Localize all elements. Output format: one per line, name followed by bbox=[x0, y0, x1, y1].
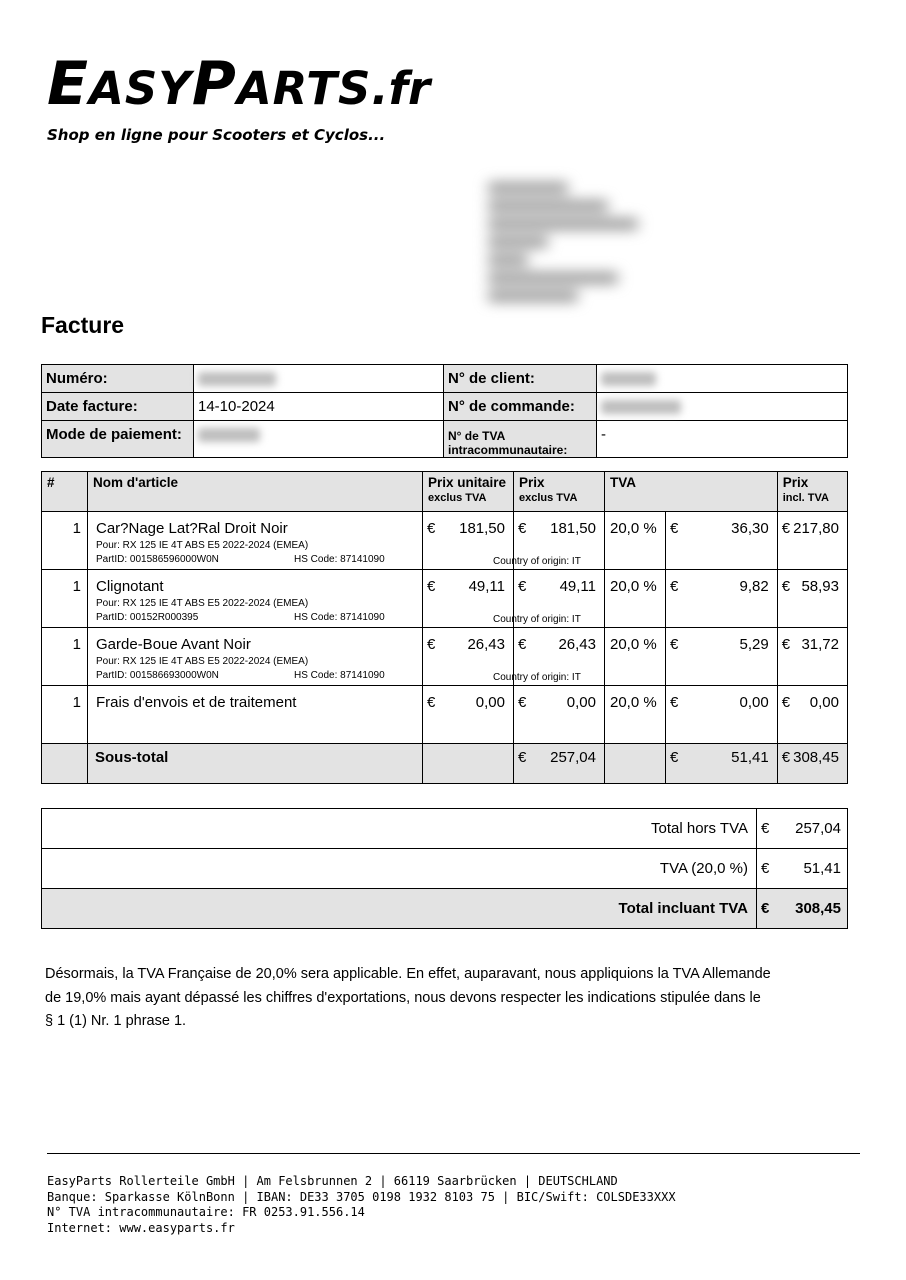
col-header-total bbox=[777, 472, 847, 512]
article-meta bbox=[96, 597, 417, 625]
article-name: Car?Nage Lat?Ral Droit Noir bbox=[96, 520, 288, 537]
item-vat-rate: 20,0 % bbox=[605, 628, 666, 686]
item-total bbox=[777, 570, 847, 628]
vat-note bbox=[45, 963, 835, 1034]
currency-symbol: € bbox=[670, 520, 679, 537]
currency-symbol: € bbox=[427, 520, 436, 537]
total-vat-label: TVA (20,0 %) bbox=[42, 849, 757, 889]
currency-symbol: € bbox=[518, 578, 527, 595]
page-title: Facture bbox=[41, 312, 125, 338]
item-total bbox=[777, 686, 847, 744]
item-price bbox=[493, 512, 605, 570]
subtotal-row bbox=[42, 744, 848, 784]
article-hs-code: HS Code: 87141090 bbox=[294, 554, 385, 565]
currency-symbol: € bbox=[670, 694, 679, 711]
company-footer bbox=[47, 1174, 676, 1236]
logo-letters: E bbox=[47, 49, 89, 119]
item-vat-amount bbox=[666, 570, 778, 628]
price-label: Prix bbox=[519, 475, 545, 490]
amount: 49,11 bbox=[559, 578, 596, 595]
amount: 26,43 bbox=[467, 636, 505, 653]
amount: 36,30 bbox=[731, 520, 769, 537]
amount: 257,04 bbox=[795, 820, 841, 837]
amount: 5,29 bbox=[739, 636, 769, 653]
commande-label: N° de commande: bbox=[444, 393, 597, 421]
footer-line: Internet: www.easyparts.fr bbox=[47, 1220, 235, 1235]
brand-tagline: Shop en ligne pour Scooters et Cyclos... bbox=[47, 126, 386, 144]
amount: 49,11 bbox=[468, 578, 505, 595]
items-table bbox=[41, 471, 848, 784]
item-qty: 1 bbox=[42, 512, 88, 570]
currency-symbol: € bbox=[427, 694, 436, 711]
article-fitment: Pour: RX 125 IE 4T ABS E5 2022-2024 (EMEA) bbox=[96, 656, 309, 667]
item-article bbox=[88, 570, 423, 628]
note-line: Désormais, la TVA Française de 20,0% sera applicable. En effet, auparavant, nous appliquions la TVA Allemande bbox=[45, 966, 771, 982]
item-unit-price bbox=[423, 686, 514, 744]
subtotal-label: Sous-total bbox=[88, 744, 423, 784]
col-header-num: # bbox=[42, 472, 88, 512]
currency-symbol: € bbox=[518, 520, 527, 537]
currency-symbol: € bbox=[518, 636, 527, 653]
article-name: Frais d'envois et de traitement bbox=[96, 694, 297, 711]
item-qty: 1 bbox=[42, 570, 88, 628]
item-vat-rate: 20,0 % bbox=[605, 512, 666, 570]
footer-line: Banque: Sparkasse KölnBonn | IBAN: DE33 3705 0198 1932 8103 75 | BIC/Swift: COLSDE33XXX bbox=[47, 1189, 676, 1204]
total-incl-value bbox=[757, 889, 848, 929]
currency-symbol: € bbox=[670, 636, 679, 653]
item-qty: 1 bbox=[42, 628, 88, 686]
amount: 257,04 bbox=[550, 749, 596, 766]
currency-symbol: € bbox=[670, 578, 679, 595]
redacted-value bbox=[601, 400, 681, 414]
article-origin: Country of origin: IT bbox=[493, 672, 581, 683]
subtotal-empty-cell bbox=[42, 744, 88, 784]
currency-symbol: € bbox=[761, 900, 770, 917]
currency-symbol: € bbox=[781, 694, 791, 711]
subtotal-empty-cell bbox=[423, 744, 514, 784]
currency-symbol: € bbox=[761, 820, 770, 837]
note-line: § 1 (1) Nr. 1 phrase 1. bbox=[45, 1013, 187, 1029]
item-article bbox=[88, 512, 423, 570]
paiement-label: Mode de paiement: bbox=[42, 421, 194, 458]
amount: 181,50 bbox=[550, 520, 596, 537]
item-vat-amount bbox=[666, 686, 778, 744]
item-article bbox=[88, 686, 423, 744]
item-price bbox=[493, 628, 605, 686]
amount: 0,00 bbox=[566, 694, 596, 711]
tva-intra-value: - bbox=[597, 421, 848, 458]
currency-symbol: € bbox=[427, 578, 436, 595]
amount: 0,00 bbox=[809, 694, 839, 711]
amount: 181,50 bbox=[459, 520, 505, 537]
unit-price-label: Prix unitaire bbox=[428, 475, 507, 490]
client-label: N° de client: bbox=[444, 365, 597, 393]
redacted-value bbox=[601, 372, 656, 386]
redacted-value bbox=[198, 428, 260, 442]
total-incl-label: Total incluant TVA bbox=[42, 889, 757, 929]
article-name: Clignotant bbox=[96, 578, 164, 595]
logo-letters: ASY bbox=[89, 62, 192, 115]
client-value bbox=[597, 365, 848, 393]
article-meta bbox=[96, 539, 417, 567]
article-hs-code: HS Code: 87141090 bbox=[294, 612, 385, 623]
article-part-id: PartID: 00152R000395 bbox=[96, 612, 199, 623]
item-vat-rate: 20,0 % bbox=[605, 686, 666, 744]
currency-symbol: € bbox=[761, 860, 770, 877]
item-vat-rate: 20,0 % bbox=[605, 570, 666, 628]
total-excl-value bbox=[757, 809, 848, 849]
total-label: Prix bbox=[782, 475, 809, 490]
logo-letters: P bbox=[191, 49, 237, 119]
article-hs-code: HS Code: 87141090 bbox=[294, 670, 385, 681]
amount: 51,41 bbox=[803, 860, 841, 877]
article-fitment: Pour: RX 125 IE 4T ABS E5 2022-2024 (EMEA) bbox=[96, 540, 309, 551]
currency-symbol: € bbox=[670, 749, 679, 766]
unit-price-sublabel: exclus TVA bbox=[428, 492, 487, 504]
amount: 308,45 bbox=[793, 749, 839, 766]
article-origin: Country of origin: IT bbox=[493, 556, 581, 567]
table-row bbox=[42, 628, 848, 686]
footer-line: N° TVA intracommunautaire: FR 0253.91.556.14 bbox=[47, 1205, 365, 1219]
total-sublabel: incl. TVA bbox=[782, 492, 829, 504]
item-vat-amount bbox=[666, 628, 778, 686]
amount: 26,43 bbox=[558, 636, 596, 653]
item-vat-amount bbox=[666, 512, 778, 570]
item-price bbox=[493, 570, 605, 628]
article-part-id: PartID: 001586693000W0N bbox=[96, 670, 219, 681]
note-line: de 19,0% mais ayant dépassé les chiffres d'exportations, nous devons respecter les indications stipulée dans le bbox=[45, 989, 761, 1006]
amount: 31,72 bbox=[801, 636, 839, 653]
amount: 9,82 bbox=[739, 578, 769, 595]
item-qty: 1 bbox=[42, 686, 88, 744]
total-excl-label: Total hors TVA bbox=[42, 809, 757, 849]
amount: 0,00 bbox=[739, 694, 769, 711]
currency-symbol: € bbox=[781, 749, 791, 766]
logo-letters: ARTS bbox=[236, 62, 372, 115]
currency-symbol: € bbox=[781, 578, 791, 595]
amount: 51,41 bbox=[731, 749, 769, 766]
col-header-unit-price bbox=[423, 472, 514, 512]
footer-line: EasyParts Rollerteile GmbH | Am Felsbrunnen 2 | 66119 Saarbrücken | DEUTSCHLAND bbox=[47, 1174, 618, 1188]
amount: 217,80 bbox=[793, 520, 839, 537]
col-header-price bbox=[514, 472, 605, 512]
date-label: Date facture: bbox=[42, 393, 194, 421]
amount: 58,93 bbox=[801, 578, 839, 595]
subtotal-price bbox=[514, 744, 605, 784]
currency-symbol: € bbox=[781, 520, 791, 537]
article-meta bbox=[96, 655, 417, 683]
article-name: Garde-Boue Avant Noir bbox=[96, 636, 251, 653]
item-price bbox=[514, 686, 605, 744]
logo-letters: .fr bbox=[371, 62, 431, 115]
article-origin: Country of origin: IT bbox=[493, 614, 581, 625]
table-row bbox=[42, 686, 848, 744]
table-row bbox=[42, 512, 848, 570]
subtotal-empty-cell bbox=[605, 744, 666, 784]
paiement-value bbox=[194, 421, 444, 458]
subtotal-total bbox=[777, 744, 847, 784]
footer-divider bbox=[47, 1153, 860, 1154]
price-sublabel: exclus TVA bbox=[519, 492, 578, 504]
tva-intra-label: N° de TVA intracommunautaire: bbox=[444, 421, 597, 458]
amount: 0,00 bbox=[475, 694, 505, 711]
item-article bbox=[88, 628, 423, 686]
currency-symbol: € bbox=[427, 636, 436, 653]
table-row bbox=[42, 570, 848, 628]
article-part-id: PartID: 001586596000W0N bbox=[96, 554, 219, 565]
redacted-address-block bbox=[478, 175, 648, 310]
currency-symbol: € bbox=[518, 694, 527, 711]
total-vat-value bbox=[757, 849, 848, 889]
currency-symbol: € bbox=[518, 749, 527, 766]
invoice-info-table bbox=[41, 364, 848, 458]
commande-value bbox=[597, 393, 848, 421]
subtotal-vat-amount bbox=[666, 744, 778, 784]
date-value: 14-10-2024 bbox=[194, 393, 444, 421]
col-header-name: Nom d'article bbox=[88, 472, 423, 512]
article-fitment: Pour: RX 125 IE 4T ABS E5 2022-2024 (EMEA) bbox=[96, 598, 309, 609]
amount: 308,45 bbox=[795, 900, 841, 917]
redacted-value bbox=[198, 372, 276, 386]
item-total bbox=[777, 512, 847, 570]
totals-table bbox=[41, 808, 848, 929]
brand-logo bbox=[47, 49, 431, 119]
numero-value bbox=[194, 365, 444, 393]
col-header-vat: TVA bbox=[605, 472, 778, 512]
numero-label: Numéro: bbox=[42, 365, 194, 393]
item-total bbox=[777, 628, 847, 686]
currency-symbol: € bbox=[781, 636, 791, 653]
